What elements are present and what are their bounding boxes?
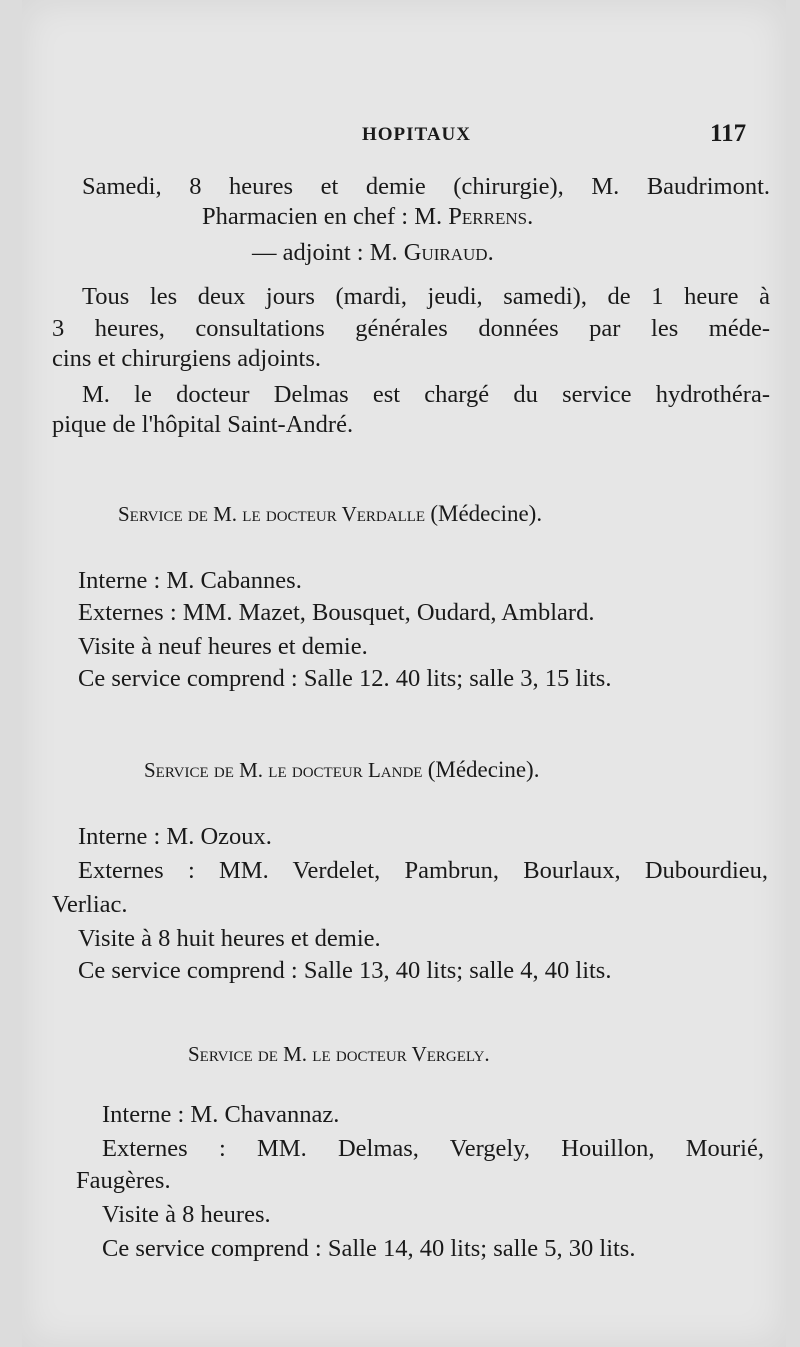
page-number: 117 bbox=[710, 120, 747, 147]
text-fragment: — adjoint : M. bbox=[252, 239, 404, 266]
interne-line: Interne : M. Chavannaz. bbox=[102, 1101, 340, 1128]
text-line bbox=[252, 238, 494, 268]
book-page bbox=[22, 0, 786, 1347]
section-heading-specialty: (Médecine). bbox=[427, 757, 540, 782]
section-heading-title: Service de M. le docteur Vergely. bbox=[188, 1042, 490, 1066]
text-line: 3 heures, consultations générales données par les méde- bbox=[52, 315, 770, 342]
section-heading bbox=[188, 1040, 490, 1068]
interne-line: Interne : M. Cabannes. bbox=[78, 567, 302, 594]
running-head: HOPITAUX bbox=[362, 124, 471, 145]
section-heading-specialty: (Médecine). bbox=[430, 501, 543, 526]
text-line: M. le docteur Delmas est chargé du service hydrothéra- bbox=[82, 381, 770, 408]
externes-continuation: Verliac. bbox=[52, 891, 128, 918]
visite-line: Visite à 8 heures. bbox=[102, 1201, 271, 1228]
visite-line: Visite à neuf heures et demie. bbox=[78, 633, 368, 660]
section-heading-title: Service de M. le docteur Lande bbox=[144, 758, 423, 782]
name-smallcaps: Perrens. bbox=[448, 203, 534, 230]
page-header bbox=[22, 120, 786, 152]
service-line: Ce service comprend : Salle 12. 40 lits; salle 3, 15 lits. bbox=[78, 665, 612, 692]
text-line: Tous les deux jours (mardi, jeudi, samedi), de 1 heure à bbox=[82, 283, 770, 310]
service-line: Ce service comprend : Salle 14, 40 lits; salle 5, 30 lits. bbox=[102, 1235, 636, 1262]
name-smallcaps: Guiraud. bbox=[403, 239, 494, 266]
text-line: cins et chirurgiens adjoints. bbox=[52, 345, 321, 372]
section-heading bbox=[144, 756, 539, 784]
externes-line: Externes : MM. Mazet, Bousquet, Oudard, Amblard. bbox=[78, 599, 595, 626]
text-fragment: Pharmacien en chef : M. bbox=[202, 203, 449, 230]
section-heading bbox=[118, 500, 542, 528]
text-line: Samedi, 8 heures et demie (chirurgie), M. Baudrimont. bbox=[82, 173, 770, 200]
interne-line: Interne : M. Ozoux. bbox=[78, 823, 272, 850]
text-line bbox=[202, 202, 533, 232]
text-line: pique de l'hôpital Saint-André. bbox=[52, 411, 354, 438]
service-line: Ce service comprend : Salle 13, 40 lits; salle 4, 40 lits. bbox=[78, 957, 612, 984]
section-heading-title: Service de M. le docteur Verdalle bbox=[118, 502, 426, 526]
externes-line: Externes : MM. Verdelet, Pambrun, Bourlaux, Dubourdieu, bbox=[78, 857, 768, 884]
externes-continuation: Faugères. bbox=[76, 1167, 171, 1194]
externes-line: Externes : MM. Delmas, Vergely, Houillon, Mourié, bbox=[102, 1135, 764, 1162]
visite-line: Visite à 8 huit heures et demie. bbox=[78, 925, 381, 952]
